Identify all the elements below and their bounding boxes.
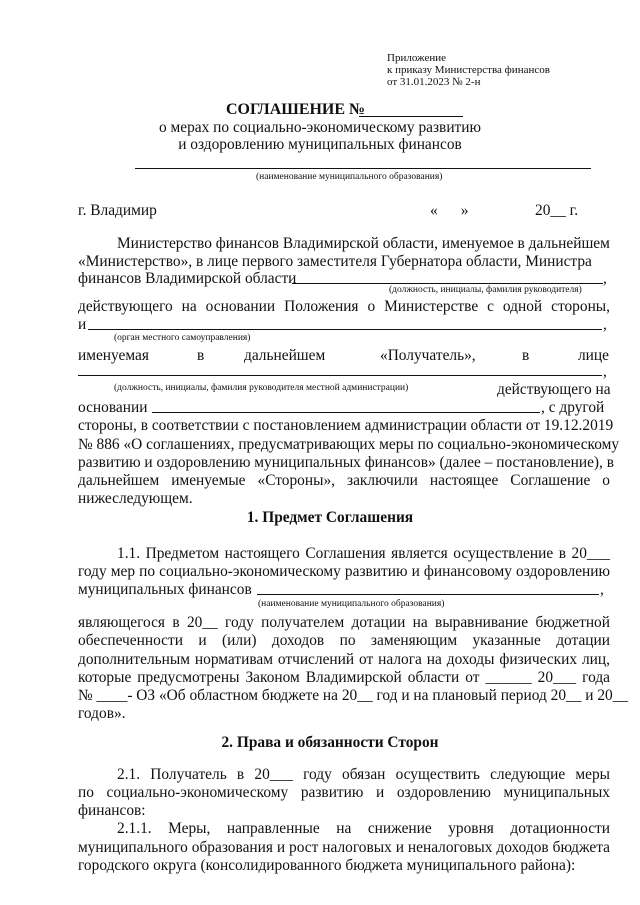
section-1-heading: 1. Предмет Соглашения bbox=[246, 509, 414, 526]
section-2-line-4: 2.1.1. Меры, направленные на снижение уровня дотационности bbox=[117, 820, 610, 837]
section-1-line-1: 1.1. Предметом настоящего Соглашения является осуществление в 20___ bbox=[117, 545, 610, 562]
preamble-line-11: развитию и оздоровлению муниципальных финансов» (далее – постановление), в bbox=[78, 454, 615, 471]
section-1-municipality-line bbox=[257, 594, 599, 595]
preamble-line-3-comma: , bbox=[603, 270, 607, 287]
preamble-l6-w6: лице bbox=[578, 347, 609, 364]
section-1-line-3-comma: , bbox=[600, 581, 604, 598]
section-1-line-5: обеспеченности и (или) доходов по заменяющим указанные дотации bbox=[78, 632, 610, 649]
preamble-l6-w3: дальнейшем bbox=[244, 347, 326, 364]
section-2-line-2: по социально-экономическому развитию и оздоровлению муниципальных bbox=[78, 784, 610, 801]
preamble-line-13: нижеследующем. bbox=[78, 490, 193, 507]
caption-local-authority: (орган местного самоуправления) bbox=[114, 333, 251, 343]
preamble-line-10: № 886 «О соглашениях, предусматривающих меры по социально-экономическому bbox=[78, 436, 620, 453]
preamble-l6-w2: в bbox=[197, 347, 205, 364]
administration-head-line bbox=[78, 375, 602, 376]
header-line-1: Приложение bbox=[387, 52, 447, 64]
header-line-3: от 31.01.2023 № 2-н bbox=[387, 76, 481, 88]
section-1-caption: (наименование муниципального образования) bbox=[258, 599, 445, 609]
section-2-heading: 2. Права и обязанности Сторон bbox=[221, 734, 439, 751]
caption-administration-head: (должность, инициалы, фамилия руководителя местной администрации) bbox=[114, 383, 409, 393]
preamble-line-7-right: действующего на bbox=[497, 381, 611, 398]
section-1-line-3: муниципальных финансов bbox=[78, 581, 252, 598]
section-2-line-1: 2.1. Получатель в 20___ году обязан осуществить следующие меры bbox=[117, 766, 610, 783]
local-authority-line bbox=[88, 329, 602, 330]
preamble-l6-w4: «Получатель», bbox=[380, 347, 476, 364]
preamble-line-4: действующего на основании Положения о Министерстве с одной стороны, bbox=[78, 298, 610, 315]
header-line-2: к приказу Министерства финансов bbox=[387, 64, 550, 76]
section-1-line-6: дополнительным нормативам отчислений от налога на доходы физических лиц, bbox=[78, 651, 610, 668]
agreement-number-line bbox=[359, 116, 463, 117]
section-2-line-3: финансов: bbox=[78, 802, 146, 819]
section-2-line-5: муниципального образования и рост налоговых и неналоговых доходов бюджета bbox=[78, 839, 610, 856]
preamble-line-7-comma: , bbox=[603, 363, 607, 380]
section-1-line-2: году мер по социально-экономическому развитию и финансовому оздоровлению bbox=[78, 563, 610, 580]
preamble-line-1: Министерство финансов Владимирской области, именуемое в дальнейшем bbox=[117, 235, 610, 252]
preamble-line-8b: , с другой bbox=[541, 399, 605, 416]
title-subtitle-2: и оздоровлению муниципальных финансов bbox=[178, 136, 462, 153]
basis-line bbox=[152, 412, 540, 413]
agreement-title: СОГЛАШЕНИЕ № bbox=[226, 101, 366, 118]
preamble-line-5-comma: , bbox=[603, 316, 607, 333]
section-1-line-8: № ____- ОЗ «Об областном бюджете на 20__ год и на плановый период 20__ и 20__ bbox=[78, 687, 629, 704]
date-year: 20__ г. bbox=[535, 202, 579, 219]
date-quotes: « » bbox=[430, 202, 469, 219]
preamble-line-8a: основании bbox=[78, 399, 148, 416]
section-1-line-7: которые предусмотрены Законом Владимирской области от ______ 20___ года bbox=[78, 669, 610, 686]
preamble-line-12: дальнейшем именуемые «Стороны», заключили настоящее Соглашение о bbox=[78, 472, 610, 489]
municipality-name-line bbox=[135, 168, 591, 169]
minister-name-line bbox=[292, 283, 603, 284]
preamble-line-2: «Министерство», в лице первого заместителя Губернатора области, Министра bbox=[78, 253, 592, 270]
section-1-line-9: годов». bbox=[78, 705, 126, 722]
preamble-line-9: стороны, в соответствии с постановлением администрации области от 19.12.2019 bbox=[78, 417, 614, 434]
preamble-l6-w1: именуемая bbox=[78, 347, 149, 364]
preamble-l6-w5: в bbox=[522, 347, 530, 364]
preamble-line-3: финансов Владимирской области bbox=[78, 270, 297, 287]
section-2-line-6: городского округа (консолидированного бюджета муниципального района): bbox=[78, 857, 576, 874]
caption-minister: (должность, инициалы, фамилия руководителя) bbox=[389, 285, 582, 295]
section-1-line-4: являющегося в 20__ году получателем дотации на выравнивание бюджетной bbox=[78, 614, 610, 631]
municipality-caption: (наименование муниципального образования) bbox=[256, 172, 443, 182]
title-subtitle-1: о мерах по социально-экономическому развитию bbox=[158, 119, 482, 136]
preamble-line-5: и bbox=[78, 316, 87, 333]
city: г. Владимир bbox=[78, 202, 157, 219]
